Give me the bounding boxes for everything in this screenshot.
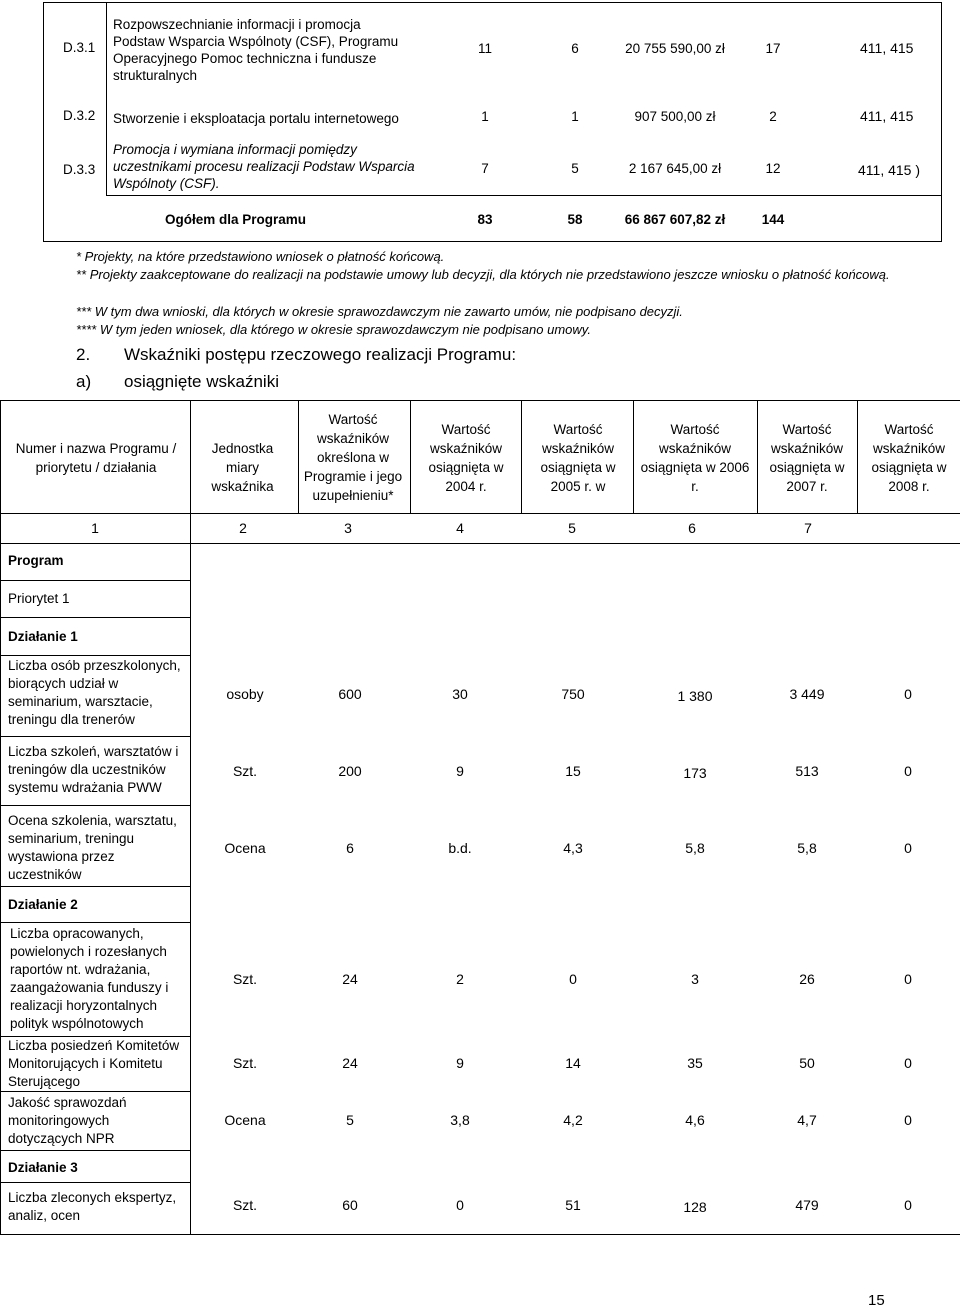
value-2005: 4,3: [563, 840, 583, 856]
col-number: 2: [239, 520, 247, 536]
footnote: **** W tym jeden wniosek, dla którego w okresie sprawozdawczym nie podpisano umowy.: [76, 322, 591, 337]
indicator-unit: Szt.: [232, 1197, 258, 1213]
footnote: *** W tym dwa wnioski, dla których w okresie sprawozdawczym nie zawarto umów, nie podpisano decyzji.: [76, 304, 683, 319]
value-2005: 750: [561, 686, 585, 702]
subsection-letter: a): [76, 372, 92, 391]
value-2008: 0: [904, 1197, 912, 1213]
header-2005: Wartość wskaźników osiągnięta w 2005 r. w: [540, 422, 616, 494]
row-name: Stworzenie i eksploatacja portalu internetowego: [113, 111, 399, 126]
header-program: Numer i nazwa Programu / priorytetu / działania: [15, 441, 177, 475]
row-amount: 907 500,00 zł: [634, 109, 716, 124]
label-action-2: Działanie 2: [8, 897, 78, 912]
value-2006: 3: [691, 971, 699, 987]
subsection-title: osiągnięte wskaźniki: [124, 372, 279, 391]
value-2004: 9: [456, 763, 464, 779]
value-2006: 35: [687, 1055, 703, 1071]
value-2007: 513: [795, 763, 819, 779]
row-code: D.3.2: [63, 108, 96, 123]
header-2006: Wartość wskaźników osiągnięta w 2006 r.: [640, 422, 750, 494]
value-2005: 0: [569, 971, 577, 987]
row-count-c: 2: [769, 109, 777, 124]
total-amount: 66 867 607,82 zł: [624, 212, 726, 227]
indicator-name: Liczba zleconych ekspertyz, analiz, ocen: [8, 1190, 177, 1223]
indicator-unit: Szt.: [232, 1055, 258, 1071]
value-target: 24: [342, 971, 358, 987]
indicator-unit: Ocena: [224, 1112, 266, 1128]
label-action-3: Działanie 3: [8, 1160, 78, 1175]
value-target: 60: [342, 1197, 358, 1213]
row-name: Promocja i wymiana informacji pomiędzy uczestnikami procesu realizacji Podstaw Wsparcia Wspólnoty (CSF).: [113, 142, 415, 191]
row-count-b: 6: [571, 41, 579, 56]
value-2004: b.d.: [448, 840, 472, 856]
value-2007: 479: [795, 1197, 819, 1213]
header-unit: Jednostka miary wskaźnika: [211, 441, 274, 494]
total-label: Ogółem dla Programu: [165, 212, 307, 227]
value-2008: 0: [904, 686, 912, 702]
value-2005: 15: [565, 763, 581, 779]
value-2005: 14: [565, 1055, 581, 1071]
section-number: 2.: [76, 345, 91, 364]
value-target: 6: [346, 840, 354, 856]
row-codes: 411, 415 ): [858, 162, 921, 178]
col-number: 6: [688, 520, 696, 536]
value-2007: 5,8: [797, 840, 817, 856]
total-count-b: 58: [567, 212, 583, 227]
col-number: 3: [344, 520, 352, 536]
label-program: Program: [8, 553, 64, 568]
header-target-value: Wartość wskaźników określona w Programie i jego uzupełnieniu*: [303, 412, 403, 503]
label-priority: Priorytet 1: [8, 591, 70, 606]
footnote: ** Projekty zaakceptowane do realizacji na podstawie umowy lub decyzji, dla których nie przedstawiono jeszcze wniosku o płatność końcową.: [76, 267, 890, 282]
value-2007: 4,7: [797, 1112, 817, 1128]
row-codes: 411, 415: [860, 40, 914, 56]
row-count-a: 7: [481, 161, 489, 176]
indicator-name: Liczba opracowanych, powielonych i rozesłanych raportów nt. wdrażania, zaangażowania funduszy i realizacji horyzontalnych polityk wspólnotowych: [10, 926, 169, 1031]
value-2008: 0: [904, 971, 912, 987]
row-count-a: 11: [477, 41, 492, 56]
value-2008: 0: [904, 1055, 912, 1071]
indicator-name: Jakość sprawozdań monitoringowych dotyczących NPR: [8, 1095, 127, 1146]
value-2004: 2: [456, 971, 464, 987]
indicator-name: Liczba szkoleń, warsztatów i treningów dla uczestników systemu wdrażania PWW: [8, 744, 179, 795]
row-name: Rozpowszechnianie informacji i promocja Podstaw Wsparcia Wspólnoty (CSF), Programu Operacyjnego Pomoc techniczna i fundusze strukturalnych: [113, 17, 399, 83]
page-number: 15: [868, 1292, 885, 1309]
value-2004: 9: [456, 1055, 464, 1071]
value-2008: 0: [904, 763, 912, 779]
value-2008: 0: [904, 1112, 912, 1128]
value-2006: 128: [683, 1199, 707, 1215]
row-count-c: 12: [765, 161, 781, 176]
col-number: 4: [456, 520, 464, 536]
value-2007: 3 449: [789, 686, 825, 702]
value-2006: 173: [683, 765, 707, 781]
value-2006: 1 380: [677, 688, 713, 704]
row-code: D.3.3: [63, 162, 96, 177]
value-2006: 4,6: [685, 1112, 705, 1128]
indicator-unit: Ocena: [224, 840, 266, 856]
row-codes: 411, 415: [860, 108, 914, 124]
header-2007: Wartość wskaźników osiągnięta w 2007 r.: [769, 422, 845, 494]
indicator-unit: osoby: [226, 686, 264, 702]
value-2004: 30: [452, 686, 468, 702]
value-target: 600: [338, 686, 362, 702]
footnote: * Projekty, na które przedstawiono wniosek o płatność końcową.: [76, 249, 445, 264]
row-count-b: 5: [571, 161, 579, 176]
header-2004: Wartość wskaźników osiągnięta w 2004 r.: [428, 422, 504, 494]
indicator-unit: Szt.: [232, 971, 258, 987]
value-2005: 4,2: [563, 1112, 583, 1128]
header-2008: Wartość wskaźników osiągnięta w 2008 r.: [871, 422, 947, 494]
row-amount: 2 167 645,00 zł: [628, 161, 722, 176]
indicator-name: Ocena szkolenia, warsztatu, seminarium, treningu wystawiona przez uczestników: [8, 813, 177, 882]
value-2004: 0: [456, 1197, 464, 1213]
total-count-c: 144: [761, 212, 785, 227]
col-number: 7: [804, 520, 812, 536]
value-2004: 3,8: [450, 1112, 470, 1128]
total-count-a: 83: [477, 212, 493, 227]
value-target: 200: [338, 763, 362, 779]
row-code: D.3.1: [63, 40, 96, 55]
value-2005: 51: [565, 1197, 581, 1213]
row-count-b: 1: [571, 109, 579, 124]
label-action-1: Działanie 1: [8, 629, 78, 644]
indicator-name: Liczba osób przeszkolonych, biorących udział w seminarium, warsztacie, treningu dla trenerów: [8, 658, 181, 727]
value-target: 5: [346, 1112, 354, 1128]
value-2006: 5,8: [685, 840, 705, 856]
col-number: 1: [91, 520, 99, 536]
row-count-c: 17: [765, 41, 781, 56]
value-2007: 50: [799, 1055, 815, 1071]
row-amount: 20 755 590,00 zł: [625, 41, 725, 56]
row-count-a: 1: [481, 109, 489, 124]
col-number: 5: [568, 520, 576, 536]
indicator-name: Liczba posiedzeń Komitetów Monitorujących i Komitetu Sterującego: [8, 1038, 180, 1089]
value-2007: 26: [799, 971, 815, 987]
indicator-unit: Szt.: [232, 763, 258, 779]
section-title: Wskaźniki postępu rzeczowego realizacji Programu:: [124, 345, 517, 364]
value-2008: 0: [904, 840, 912, 856]
value-target: 24: [342, 1055, 358, 1071]
